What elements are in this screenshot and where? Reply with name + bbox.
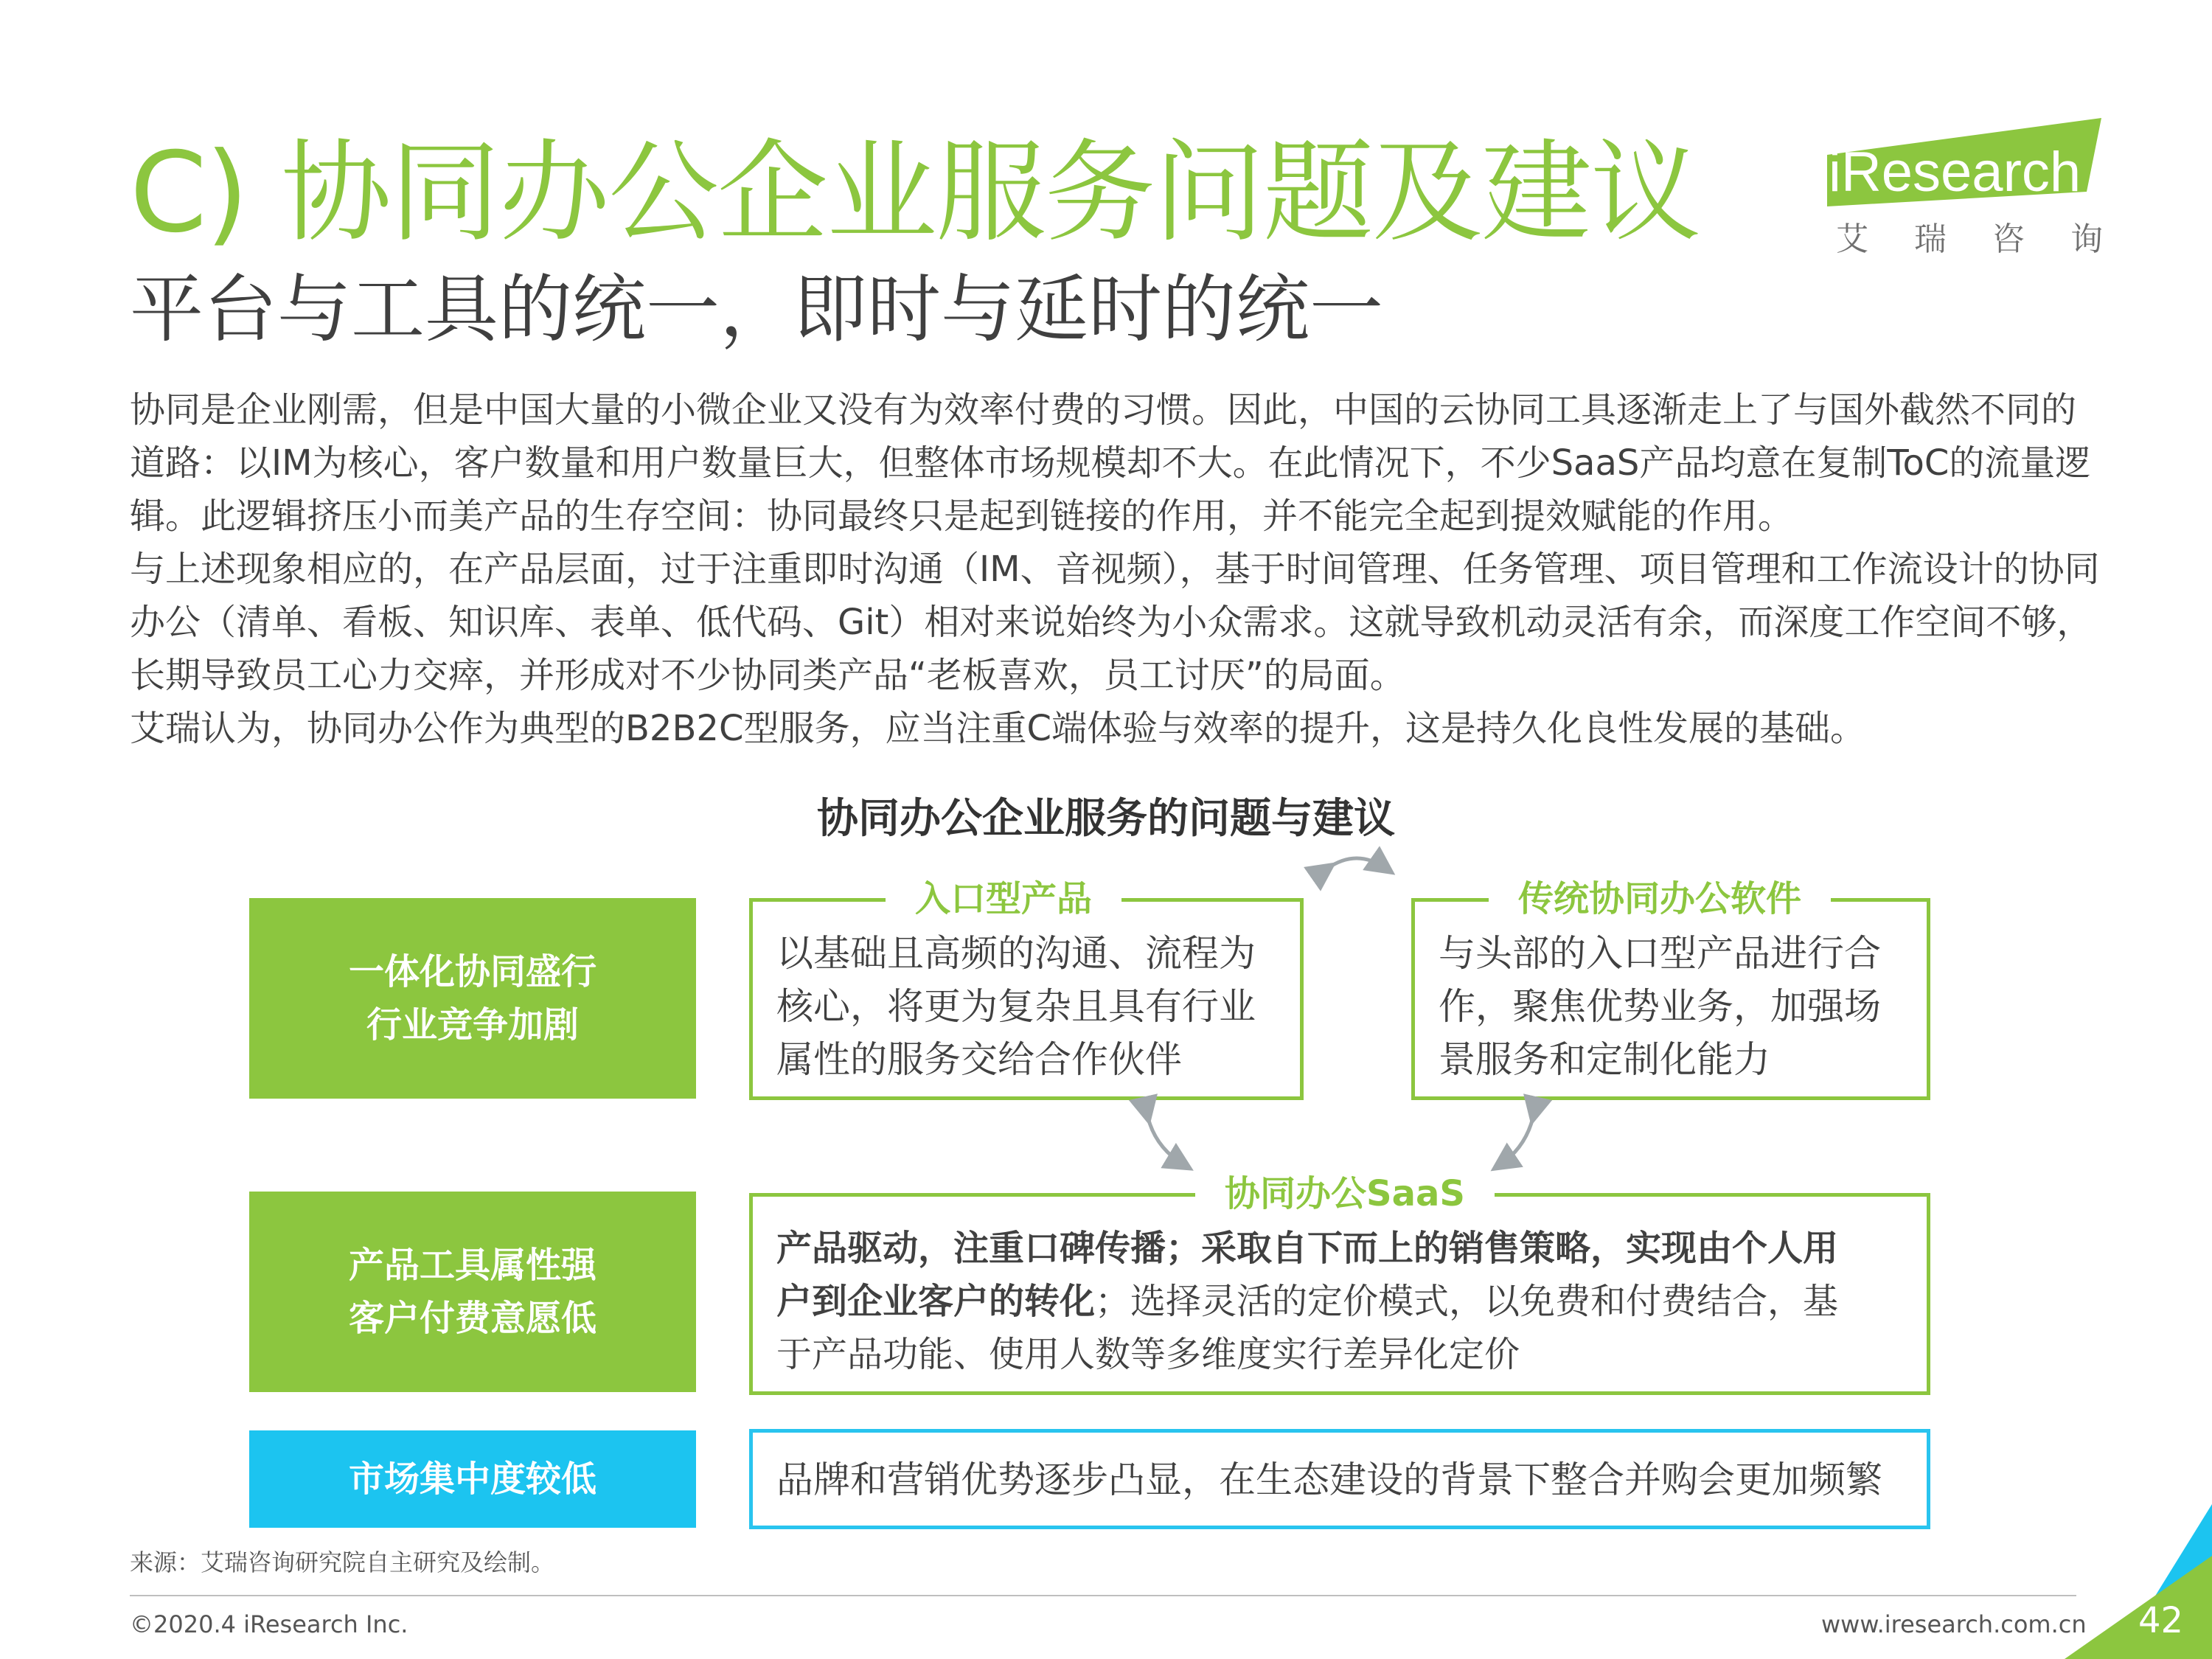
issue-line: 一体化协同盛行 (348, 951, 597, 992)
page-number: 42 (2138, 1600, 2184, 1641)
saas-text-bold: 户到企业客户的转化 (776, 1281, 1096, 1322)
footer-divider (130, 1595, 2076, 1596)
issue-line: 客户付费意愿低 (348, 1298, 597, 1339)
double-arrow-icon (1500, 1115, 1534, 1165)
box-caption: 入口型产品 (886, 872, 1121, 925)
website-link[interactable]: www.iresearch.com.cn (1821, 1610, 2087, 1638)
saas-text: 于产品功能、使用人数等多维度实行差异化定价 (776, 1334, 1520, 1375)
box-text-line: 与头部的入口型产品进行合 (1439, 932, 1881, 975)
body-paragraph: 协同是企业刚需，但是中国大量的小微企业又没有为效率付费的习惯。因此，中国的云协同工具逐渐走上了与国外截然不同的道路：以IM为核心，客户数量和用户数量巨大，但整体市场规模却不大。在此情况下，不少SaaS产品均意在复制ToC的流量逻辑。此逻辑挤压小而美产品的生存空间：协同最终只是起到链接的作用，并不能完全起到提效赋能的作用。 (130, 389, 2091, 537)
box-text-line: 以基础且高频的沟通、流程为 (776, 932, 1256, 975)
body-paragraph: 艾瑞认为，协同办公作为典型的B2B2C型服务，应当注重C端体验与效率的提升，这是持久化良性发展的基础。 (130, 708, 1865, 749)
box-text-line: 属性的服务交给合作伙伴 (776, 1038, 1182, 1081)
copyright-text: ©2020.4 iResearch Inc. (130, 1610, 408, 1638)
box-text-line: 核心，将更为复杂且具有行业 (776, 985, 1256, 1028)
source-note: 来源：艾瑞咨询研究院自主研究及绘制。 (130, 1548, 555, 1576)
logo-brand-text: iResearch (1829, 141, 2081, 204)
box-text-line: 作，聚焦优势业务，加强场 (1439, 985, 1881, 1028)
page-subtitle: 平台与工具的统一，即时与延时的统一 (130, 266, 1383, 352)
saas-text-bold: 产品驱动，注重口碑传播；采取自下而上的销售策略，实现由个人用 (776, 1228, 1839, 1269)
saas-text: ；选择灵活的定价模式，以免费和付费结合，基 (1095, 1281, 1839, 1322)
page-title: C) 协同办公企业服务问题及建议 (130, 129, 1700, 257)
body-paragraph: 与上述现象相应的，在产品层面，过于注重即时沟通（IM、音视频），基于时间管理、任务管理、项目管理和工作流设计的协同办公（清单、看板、知识库、表单、低代码、Git）相对来说始终为小众需求。这就导致机动灵活有余，而深度工作空间不够，长期导致员工心力交瘁，并形成对不少协同类产品“老板喜欢，员工讨厌”的局面。 (130, 549, 2100, 696)
box-caption: 传统协同办公软件 (1489, 872, 1831, 925)
issue-line: 产品工具属性强 (348, 1245, 597, 1286)
logo-cn-text: 艾瑞咨询 (1836, 220, 2149, 258)
diagram-title: 协同办公企业服务的问题与建议 (817, 795, 1395, 843)
issue-line: 市场集中度较低 (348, 1458, 597, 1500)
box-text-line: 品牌和营销优势逐步凸显，在生态建设的背景下整合并购会更加频繁 (776, 1458, 1882, 1501)
double-arrow-icon (1327, 858, 1386, 869)
box-caption: 协同办公SaaS (1195, 1167, 1495, 1220)
double-arrow-icon (1147, 1115, 1184, 1165)
issue-line: 行业竞争加剧 (366, 1004, 579, 1046)
box-text-line: 景服务和定制化能力 (1439, 1038, 1770, 1081)
